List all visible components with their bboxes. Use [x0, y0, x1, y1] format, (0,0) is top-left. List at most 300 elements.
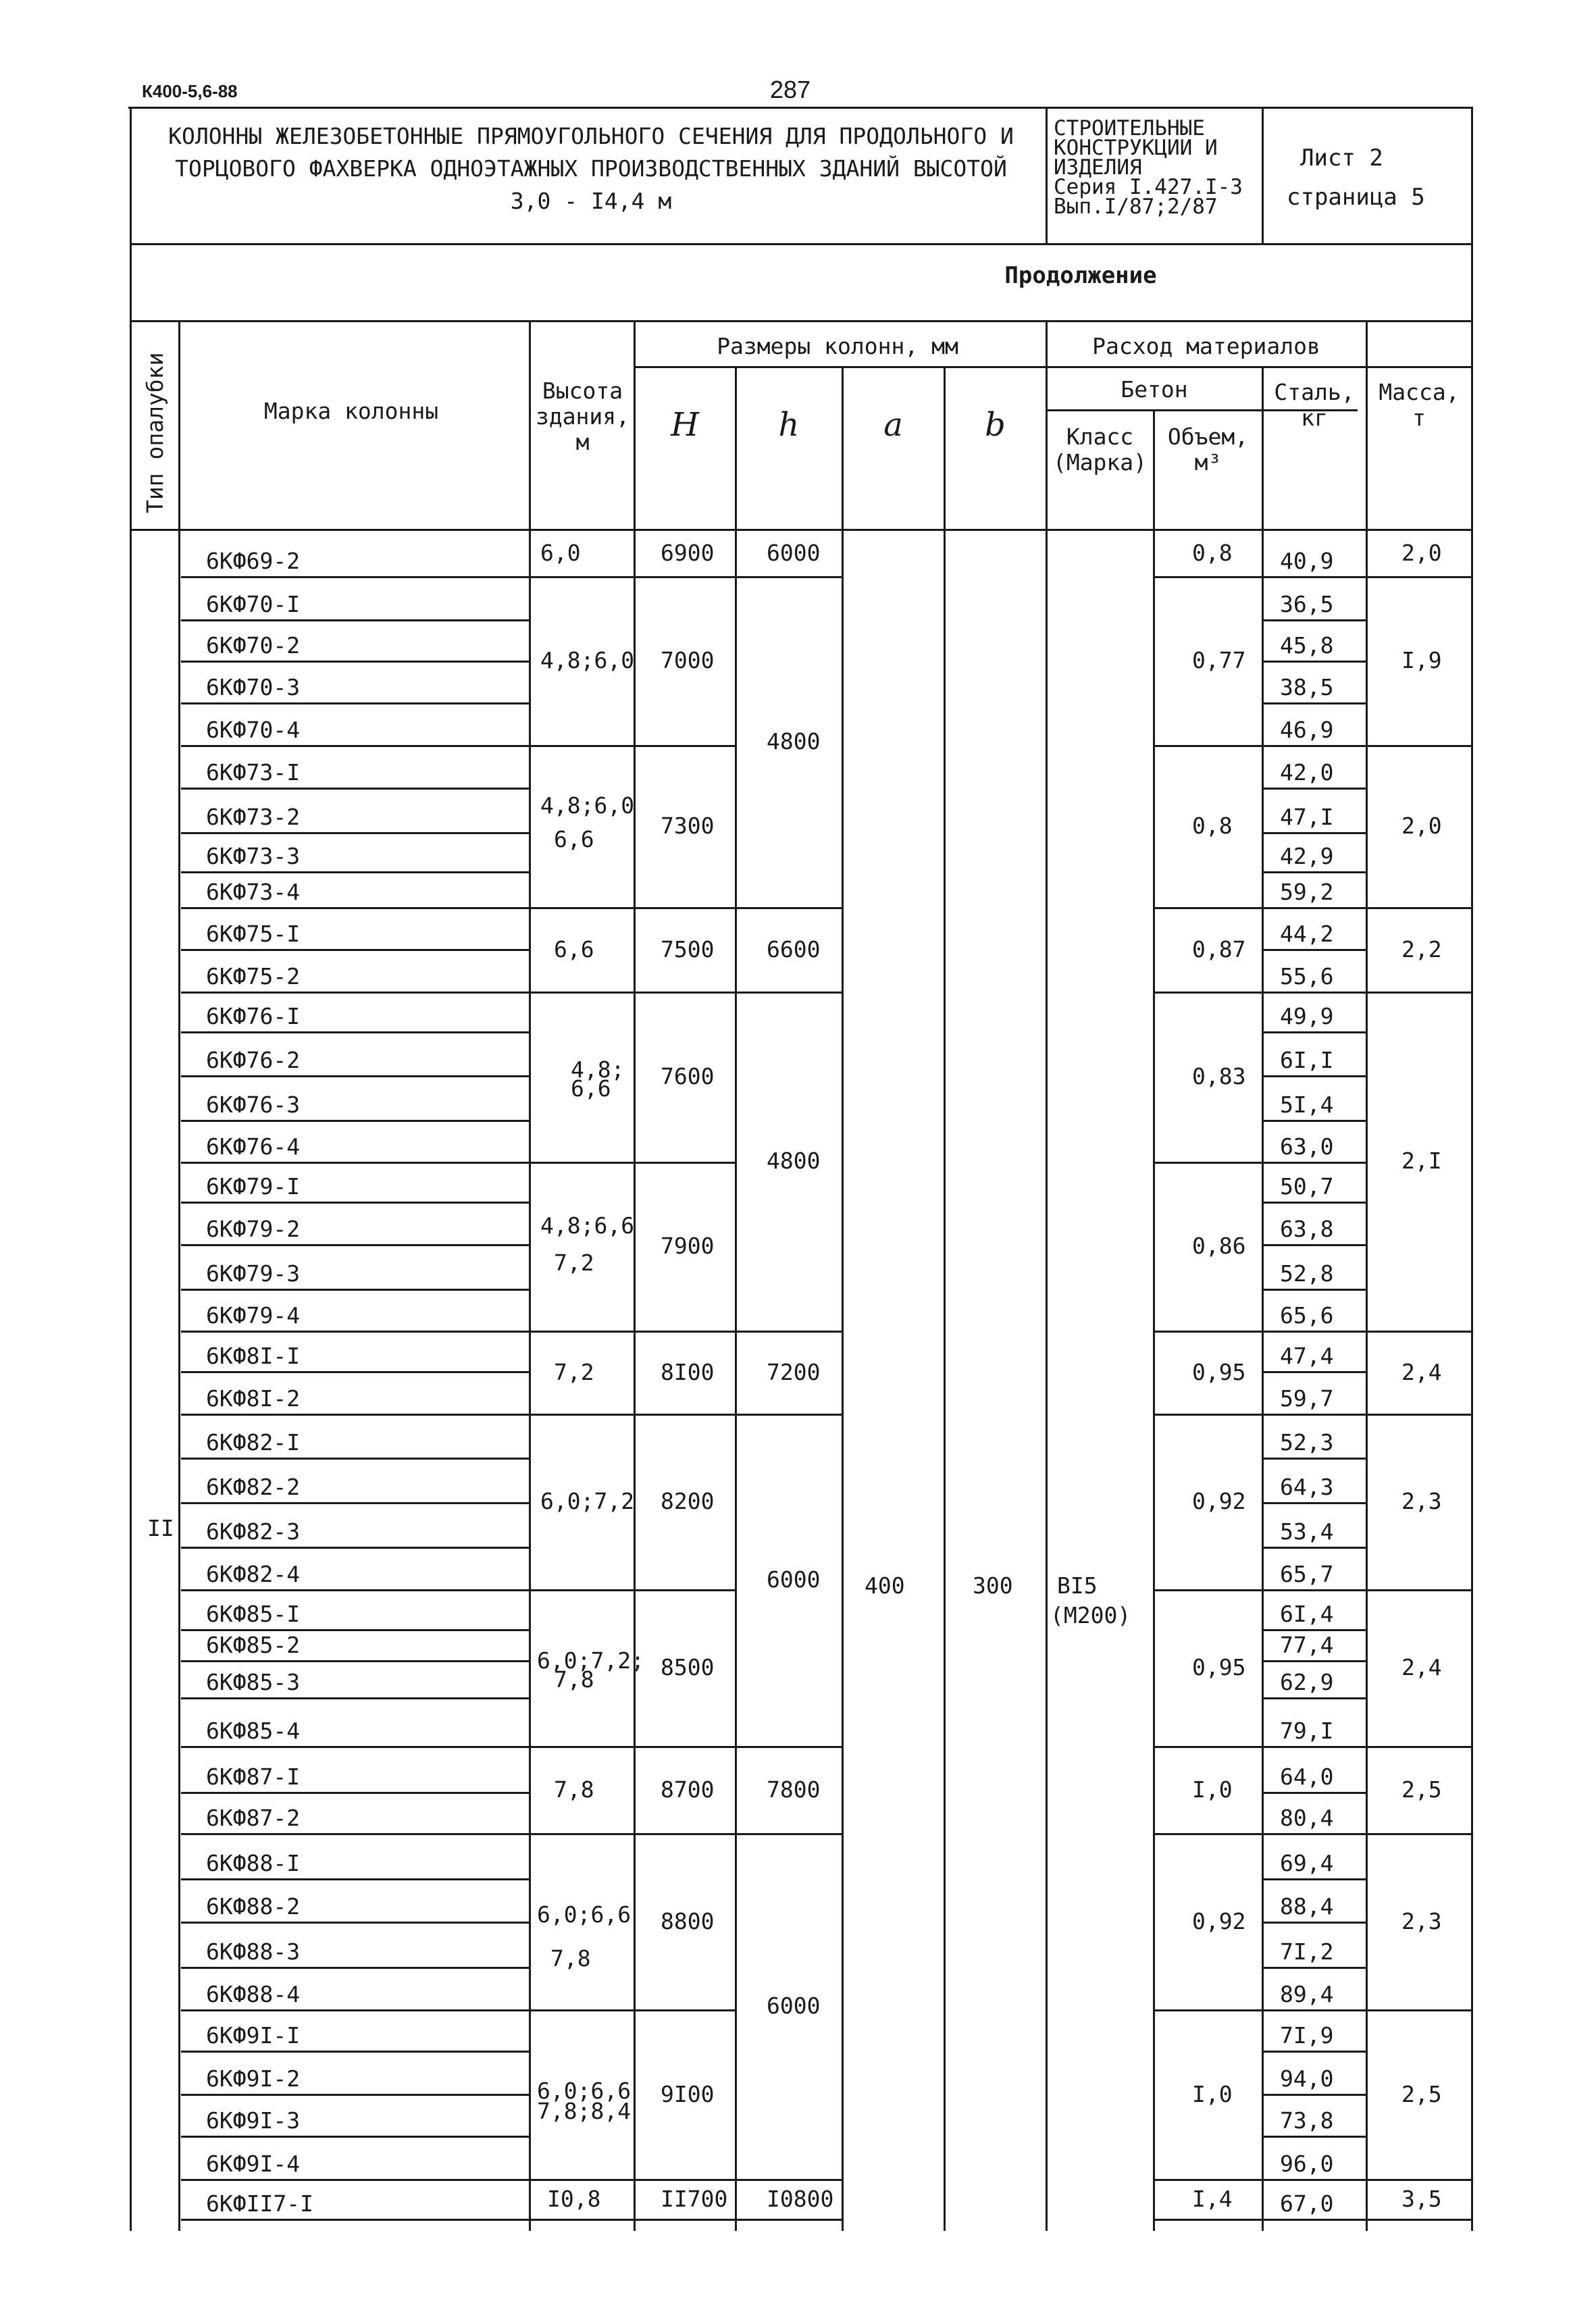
- steel-row-line: [1263, 1589, 1366, 1591]
- volume-value: I,4: [1192, 2185, 1233, 2212]
- group-row-line: [531, 1414, 735, 1416]
- column-mark: 6КФ79-I: [206, 1173, 301, 1200]
- mass-value: 2,3: [1401, 1488, 1442, 1514]
- steel-row-line: [1263, 702, 1366, 704]
- group-row-line: [531, 992, 735, 994]
- column-mark: 6КФ9I-I: [206, 2022, 301, 2049]
- mark-row-line: [181, 1244, 529, 1246]
- column-mark: 6КФ82-2: [206, 1474, 301, 1500]
- steel-value: 52,3: [1280, 1429, 1334, 1456]
- dim-h-value: I0800: [767, 2185, 834, 2212]
- group-row-line: [531, 2179, 735, 2181]
- steel-row-line: [1263, 992, 1366, 994]
- column-mark: 6КФ8I-2: [206, 1385, 301, 1412]
- mark-row-line: [181, 1075, 529, 1077]
- dim-H-value: 9I00: [661, 2080, 715, 2107]
- volume-value: 0,86: [1192, 1233, 1246, 1259]
- header-volume: [1154, 424, 1262, 475]
- column-mark: 6КФ87-I: [206, 1764, 301, 1790]
- volume-row-line: [1155, 2179, 1262, 2181]
- mass-row-line: [1367, 1833, 1471, 1835]
- steel-value: 64,3: [1280, 1474, 1334, 1500]
- continuation-bottom-line: [130, 320, 1472, 322]
- mark-row-line: [181, 1331, 529, 1333]
- col-line-height: [634, 320, 636, 2231]
- column-mark: 6КФ88-3: [206, 1938, 301, 1965]
- col-line-class: [1153, 409, 1155, 2231]
- header-height-line-1: Высота: [542, 378, 623, 404]
- column-mark: 6КФ69-2: [206, 548, 301, 574]
- building-height-value: 4,8;6,6: [540, 1212, 635, 1239]
- mass-value: 2,4: [1401, 1358, 1442, 1385]
- steel-row-line: [1263, 1031, 1366, 1033]
- mark-row-line: [181, 1458, 529, 1460]
- steel-value: 63,0: [1280, 1133, 1334, 1160]
- steel-row-line: [1263, 788, 1366, 790]
- dim-h-value: 7800: [767, 1776, 821, 1803]
- header-concrete: Бетон: [1121, 376, 1188, 403]
- volume-value: 0,77: [1192, 647, 1246, 673]
- col-line-H: [735, 366, 737, 2231]
- col-line-mark: [529, 320, 531, 2231]
- h-row-line: [736, 907, 842, 909]
- header-dim-b: b: [985, 406, 1006, 444]
- steel-value: 6I,4: [1280, 1601, 1334, 1627]
- h-row-line: [736, 992, 842, 994]
- mass-value: 2,2: [1401, 935, 1442, 962]
- header-steel-line-2: кг: [1301, 405, 1328, 431]
- column-mark: 6КФ88-2: [206, 1893, 301, 1920]
- steel-row-line: [1263, 1833, 1366, 1835]
- mass-row-line: [1367, 992, 1471, 994]
- steel-row-line: [1263, 907, 1366, 909]
- mark-row-line: [181, 1547, 529, 1549]
- column-mark: 6КФ85-3: [206, 1669, 301, 1695]
- column-mark: 6КФ85-2: [206, 1632, 301, 1658]
- column-mark: 6КФ73-4: [206, 879, 301, 905]
- steel-value: 69,4: [1280, 1850, 1334, 1876]
- mark-row-line: [181, 1629, 529, 1631]
- steel-row-line: [1263, 619, 1366, 621]
- h-row-line: [736, 1414, 842, 1416]
- group-row-line: [531, 745, 735, 747]
- mark-row-line: [181, 992, 529, 994]
- building-height-value: 4,8;: [571, 1056, 625, 1083]
- series-line-5: Вып.I/87;2/87: [1054, 195, 1218, 219]
- mark-row-line: [181, 1833, 529, 1835]
- steel-row-line: [1263, 1660, 1366, 1662]
- mass-value: 2,I: [1401, 1148, 1442, 1174]
- volume-value: 0,87: [1192, 935, 1246, 962]
- header-class-line-2: (Марка): [1052, 449, 1148, 475]
- steel-row-line: [1263, 2009, 1366, 2011]
- steel-value: 55,6: [1280, 963, 1334, 989]
- building-height-value: 7,8: [554, 1776, 594, 1803]
- header-column-mark: Марка колонны: [263, 398, 439, 424]
- column-mark: 6КФ82-4: [206, 1561, 301, 1587]
- mark-row-line: [181, 788, 529, 790]
- mark-row-line: [181, 1660, 529, 1662]
- building-height-value: 4,8;6,0: [540, 792, 635, 819]
- building-height-value: 7,2: [554, 1250, 594, 1276]
- mass-value: 3,5: [1401, 2185, 1442, 2212]
- header-mass: [1367, 380, 1471, 431]
- steel-row-line: [1263, 1967, 1366, 1969]
- mass-value: 2,5: [1401, 2080, 1442, 2107]
- mark-row-line: [181, 871, 529, 873]
- steel-value: 53,4: [1280, 1518, 1334, 1545]
- column-mark: 6КФ79-2: [206, 1216, 301, 1242]
- mass-value: 2,0: [1401, 813, 1442, 839]
- header-formwork-type: Тип опалубки: [142, 352, 168, 513]
- mark-row-line: [181, 832, 529, 834]
- steel-value: 40,9: [1280, 548, 1334, 574]
- dim-H-value: 8500: [661, 1654, 715, 1680]
- sheet-info: [1287, 138, 1462, 217]
- mass-value: 2,3: [1401, 1907, 1442, 1934]
- mark-row-line: [181, 619, 529, 621]
- column-mark: 6КФ85-I: [206, 1601, 301, 1627]
- steel-row-line: [1263, 871, 1366, 873]
- column-mark: 6КФ8I-I: [206, 1343, 301, 1369]
- col-line-volume: [1262, 366, 1264, 2231]
- title-line-1: КОЛОННЫ ЖЕЛЕЗОБЕТОННЫЕ ПРЯМОУГОЛЬНОГО СЕЧЕНИЯ ДЛЯ ПРОДОЛЬНОГО И: [168, 123, 1014, 149]
- formwork-type-value: II: [147, 1515, 174, 1541]
- steel-value: 7I,2: [1280, 1938, 1334, 1965]
- header-mass-line-2: т: [1412, 405, 1426, 431]
- steel-value: 42,9: [1280, 843, 1334, 869]
- volume-row-line: [1155, 1414, 1262, 1416]
- mass-row-line: [1367, 907, 1471, 909]
- frame-left-line: [130, 107, 132, 2231]
- dim-b-value: 300: [973, 1572, 1013, 1599]
- column-mark: 6КФ70-4: [206, 717, 301, 743]
- group-row-line: [531, 1746, 735, 1748]
- mark-row-line: [181, 1120, 529, 1122]
- col-line-h: [842, 366, 844, 2231]
- continuation-label: Продолжение: [1004, 262, 1157, 289]
- h-row-line: [736, 576, 842, 578]
- steel-value: 36,5: [1280, 591, 1334, 617]
- volume-row-line: [1155, 907, 1262, 909]
- volume-value: 0,8: [1192, 813, 1233, 839]
- volume-value: I,0: [1192, 2080, 1233, 2107]
- mark-row-line: [181, 2009, 529, 2011]
- mark-row-line: [181, 745, 529, 747]
- group-row-line: [531, 1331, 735, 1333]
- table-header-bottom-line: [130, 529, 1472, 531]
- col-line-steel: [1366, 320, 1368, 2231]
- steel-row-line: [1263, 1414, 1366, 1416]
- series-line-2: КОНСТРУКЦИИ И: [1054, 136, 1218, 160]
- mark-row-line: [181, 2094, 529, 2096]
- col-line-b: [1046, 320, 1048, 2231]
- dim-h-value: 7200: [767, 1358, 821, 1385]
- series-line-4: Серия I.427.I-3: [1054, 175, 1243, 199]
- mark-row-line: [181, 1414, 529, 1416]
- header-materials: Расход материалов: [1092, 333, 1320, 359]
- dim-h-value: 6000: [767, 1992, 821, 2019]
- mark-row-line: [181, 2136, 529, 2138]
- steel-value: 65,7: [1280, 1561, 1334, 1587]
- mark-row-line: [181, 1697, 529, 1699]
- volume-value: 0,95: [1192, 1654, 1246, 1680]
- steel-value: 94,0: [1280, 2065, 1334, 2092]
- column-mark: 6КФII7-I: [206, 2190, 313, 2217]
- column-mark: 6КФ75-2: [206, 963, 301, 989]
- steel-row-line: [1263, 1697, 1366, 1699]
- mark-row-line: [181, 1502, 529, 1504]
- steel-value: 59,7: [1280, 1385, 1334, 1412]
- steel-value: 73,8: [1280, 2107, 1334, 2134]
- mass-row-line: [1367, 1414, 1471, 1416]
- steel-row-line: [1263, 832, 1366, 834]
- series-block: [1054, 116, 1270, 219]
- mass-value: 2,0: [1401, 539, 1442, 566]
- frame-top-line: [128, 107, 1472, 109]
- mark-row-line: [181, 1162, 529, 1164]
- volume-row-line: [1155, 2009, 1262, 2011]
- header-class: [1047, 424, 1153, 475]
- dim-h-value: 4800: [767, 1148, 821, 1174]
- series-line-1: СТРОИТЕЛЬНЫЕ: [1054, 116, 1205, 140]
- building-height-value: 7,8: [554, 1666, 594, 1693]
- mark-row-line: [181, 576, 529, 578]
- h-row-line: [736, 1833, 842, 1835]
- steel-value: 79,I: [1280, 1718, 1334, 1744]
- mass-row-line: [1367, 745, 1471, 747]
- header-dim-a: a: [883, 406, 903, 444]
- mark-row-line: [181, 1202, 529, 1204]
- column-mark: 6КФ79-4: [206, 1302, 301, 1329]
- steel-value: 49,9: [1280, 1003, 1334, 1029]
- column-mark: 6КФ76-I: [206, 1003, 301, 1029]
- column-mark: 6КФ88-I: [206, 1850, 301, 1876]
- steel-row-line: [1263, 1202, 1366, 1204]
- volume-value: I,0: [1192, 1776, 1233, 1803]
- mark-row-line: [181, 1289, 529, 1291]
- column-mark: 6КФ75-I: [206, 921, 301, 947]
- col-line-a: [944, 366, 946, 2231]
- steel-row-line: [1263, 1162, 1366, 1164]
- steel-row-line: [1263, 1075, 1366, 1077]
- mass-row-line: [1367, 1746, 1471, 1748]
- volume-row-line: [1155, 1746, 1262, 1748]
- header-class-line-1: Класс: [1066, 423, 1134, 450]
- volume-value: 0,83: [1192, 1063, 1246, 1089]
- steel-value: 63,8: [1280, 1216, 1334, 1242]
- page-number: 287: [770, 76, 811, 103]
- steel-row-line: [1263, 1878, 1366, 1880]
- dim-H-value: 7500: [661, 935, 715, 962]
- steel-value: 45,8: [1280, 632, 1334, 659]
- mark-row-line: [181, 1746, 529, 1748]
- mark-row-line: [181, 1922, 529, 1924]
- volume-row-line: [1155, 1162, 1262, 1164]
- header-dim-H: H: [671, 406, 699, 444]
- steel-value: 47,I: [1280, 804, 1334, 830]
- header-dim-h: h: [778, 406, 800, 444]
- steel-row-line: [1263, 576, 1366, 578]
- steel-value: 67,0: [1280, 2190, 1334, 2217]
- dim-H-value: 8200: [661, 1488, 715, 1514]
- mass-row-line: [1367, 2219, 1471, 2221]
- mass-row-line: [1367, 1331, 1471, 1333]
- mark-row-line: [181, 2219, 529, 2221]
- volume-value: 0,95: [1192, 1358, 1246, 1385]
- header-dimensions: Размеры колонн, мм: [717, 333, 958, 359]
- mark-row-line: [181, 1589, 529, 1591]
- series-line-3: ИЗДЕЛИЯ: [1054, 155, 1142, 180]
- header-building-height: [534, 378, 632, 455]
- header-steel-line-1: Сталь,: [1274, 379, 1355, 405]
- building-height-value: 6,0;7,2: [540, 1488, 635, 1514]
- mark-row-line: [181, 949, 529, 951]
- steel-value: 46,9: [1280, 717, 1334, 743]
- steel-value: 7I,9: [1280, 2022, 1334, 2049]
- steel-value: 96,0: [1280, 2151, 1334, 2177]
- volume-row-line: [1155, 1589, 1262, 1591]
- building-height-value: 7,8;8,4: [537, 2097, 632, 2124]
- building-height-value: 6,6: [554, 935, 594, 962]
- dim-a-value: 400: [865, 1572, 905, 1599]
- column-mark: 6КФ82-I: [206, 1429, 301, 1456]
- header-line-dimensions: [634, 366, 1471, 368]
- steel-row-line: [1263, 2094, 1366, 2096]
- page-label: страница 5: [1287, 184, 1425, 211]
- volume-value: 0,8: [1192, 539, 1233, 566]
- dim-h-value: 4800: [767, 728, 821, 754]
- steel-value: 52,8: [1280, 1260, 1334, 1287]
- steel-value: 64,0: [1280, 1764, 1334, 1790]
- volume-row-line: [1155, 1331, 1262, 1333]
- header-height-line-3: м: [575, 429, 590, 455]
- steel-row-line: [1263, 2219, 1366, 2221]
- dim-h-value: 6000: [767, 539, 821, 566]
- dim-H-value: II700: [661, 2185, 728, 2212]
- steel-value: 62,9: [1280, 1669, 1334, 1695]
- column-mark: 6КФ85-4: [206, 1718, 301, 1744]
- mass-value: 2,5: [1401, 1776, 1442, 1803]
- steel-value: 65,6: [1280, 1302, 1334, 1329]
- column-mark: 6КФ88-4: [206, 1981, 301, 2007]
- dim-H-value: 8I00: [661, 1358, 715, 1385]
- mark-row-line: [181, 1792, 529, 1794]
- mass-row-line: [1367, 2179, 1471, 2181]
- dim-H-value: 7300: [661, 813, 715, 839]
- column-mark: 6КФ73-I: [206, 759, 301, 786]
- column-mark: 6КФ76-3: [206, 1091, 301, 1118]
- dim-H-value: 7600: [661, 1063, 715, 1089]
- building-height-value: 6,0;7,2;: [537, 1647, 644, 1674]
- steel-value: 50,7: [1280, 1173, 1334, 1200]
- header-volume-line-1: Объем,: [1167, 423, 1249, 450]
- steel-row-line: [1263, 1547, 1366, 1549]
- building-height-value: I0,8: [547, 2185, 601, 2212]
- column-mark: 6КФ73-3: [206, 843, 301, 869]
- building-height-value: 6,0;6,6: [537, 1901, 632, 1928]
- steel-value: 59,2: [1280, 879, 1334, 905]
- title-block-bottom-line: [130, 243, 1472, 245]
- mass-row-line: [1367, 2009, 1471, 2011]
- volume-row-line: [1155, 2219, 1262, 2221]
- steel-value: 77,4: [1280, 1632, 1334, 1658]
- volume-row-line: [1155, 1833, 1262, 1835]
- mark-row-line: [181, 1031, 529, 1033]
- volume-value: 0,92: [1192, 1488, 1246, 1514]
- group-row-line: [531, 1589, 735, 1591]
- steel-value: 89,4: [1280, 1981, 1334, 2007]
- building-height-value: 6,0;6,6: [537, 2077, 632, 2104]
- column-mark: 6КФ82-3: [206, 1518, 301, 1545]
- h-row-line: [736, 1331, 842, 1333]
- building-height-value: 6,0: [540, 539, 581, 566]
- h-row-line: [736, 2179, 842, 2181]
- group-row-line: [531, 907, 735, 909]
- steel-value: 42,0: [1280, 759, 1334, 786]
- h-row-line: [736, 1746, 842, 1748]
- steel-value: 44,2: [1280, 921, 1334, 947]
- column-mark: 6КФ9I-4: [206, 2151, 301, 2177]
- mark-row-line: [181, 702, 529, 704]
- volume-row-line: [1155, 576, 1262, 578]
- steel-row-line: [1263, 2051, 1366, 2053]
- dim-H-value: 8800: [661, 1907, 715, 1934]
- group-row-line: [531, 1162, 735, 1164]
- mass-value: I,9: [1401, 647, 1442, 673]
- concrete-class-line-2: (M200): [1050, 1602, 1131, 1628]
- column-mark: 6КФ70-3: [206, 674, 301, 700]
- steel-row-line: [1263, 1244, 1366, 1246]
- column-mark: 6КФ70-2: [206, 632, 301, 659]
- steel-row-line: [1263, 949, 1366, 951]
- steel-value: 5I,4: [1280, 1091, 1334, 1118]
- steel-value: 88,4: [1280, 1893, 1334, 1920]
- steel-row-line: [1263, 1331, 1366, 1333]
- steel-row-line: [1263, 2179, 1366, 2181]
- steel-row-line: [1263, 1746, 1366, 1748]
- group-row-line: [531, 576, 735, 578]
- building-height-value: 7,2: [554, 1358, 594, 1385]
- title-divider-1: [1046, 107, 1048, 243]
- building-height-value: 6,6: [554, 826, 594, 852]
- title-line-3: 3,0 - I4,4 м: [510, 188, 672, 214]
- dim-H-value: 6900: [661, 539, 715, 566]
- steel-row-line: [1263, 1289, 1366, 1291]
- building-height-value: 7,8: [550, 1945, 591, 1972]
- header-mass-line-1: Масса,: [1379, 379, 1460, 405]
- sheet-label: Лист 2: [1300, 145, 1383, 172]
- title-line-2: ТОРЦОВОГО ФАХВЕРКА ОДНОЭТАЖНЫХ ПРОИЗВОДСТВЕННЫХ ЗДАНИЙ ВЫСОТОЙ: [175, 155, 1007, 182]
- frame-right-line: [1471, 107, 1473, 2231]
- steel-row-line: [1263, 2136, 1366, 2138]
- mark-row-line: [181, 907, 529, 909]
- steel-value: 6I,I: [1280, 1047, 1334, 1073]
- group-row-line: [531, 2219, 735, 2221]
- steel-row-line: [1263, 1502, 1366, 1504]
- group-row-line: [531, 2009, 735, 2011]
- concrete-class-line-1: BI5: [1057, 1572, 1098, 1599]
- mark-row-line: [181, 1371, 529, 1373]
- mark-row-line: [181, 1967, 529, 1969]
- steel-row-line: [1263, 1922, 1366, 1924]
- volume-row-line: [1155, 992, 1262, 994]
- document-title: [149, 120, 1033, 217]
- column-mark: 6КФ73-2: [206, 804, 301, 830]
- column-mark: 6КФ76-2: [206, 1047, 301, 1073]
- column-mark: 6КФ9I-3: [206, 2107, 301, 2134]
- mark-row-line: [181, 2179, 529, 2181]
